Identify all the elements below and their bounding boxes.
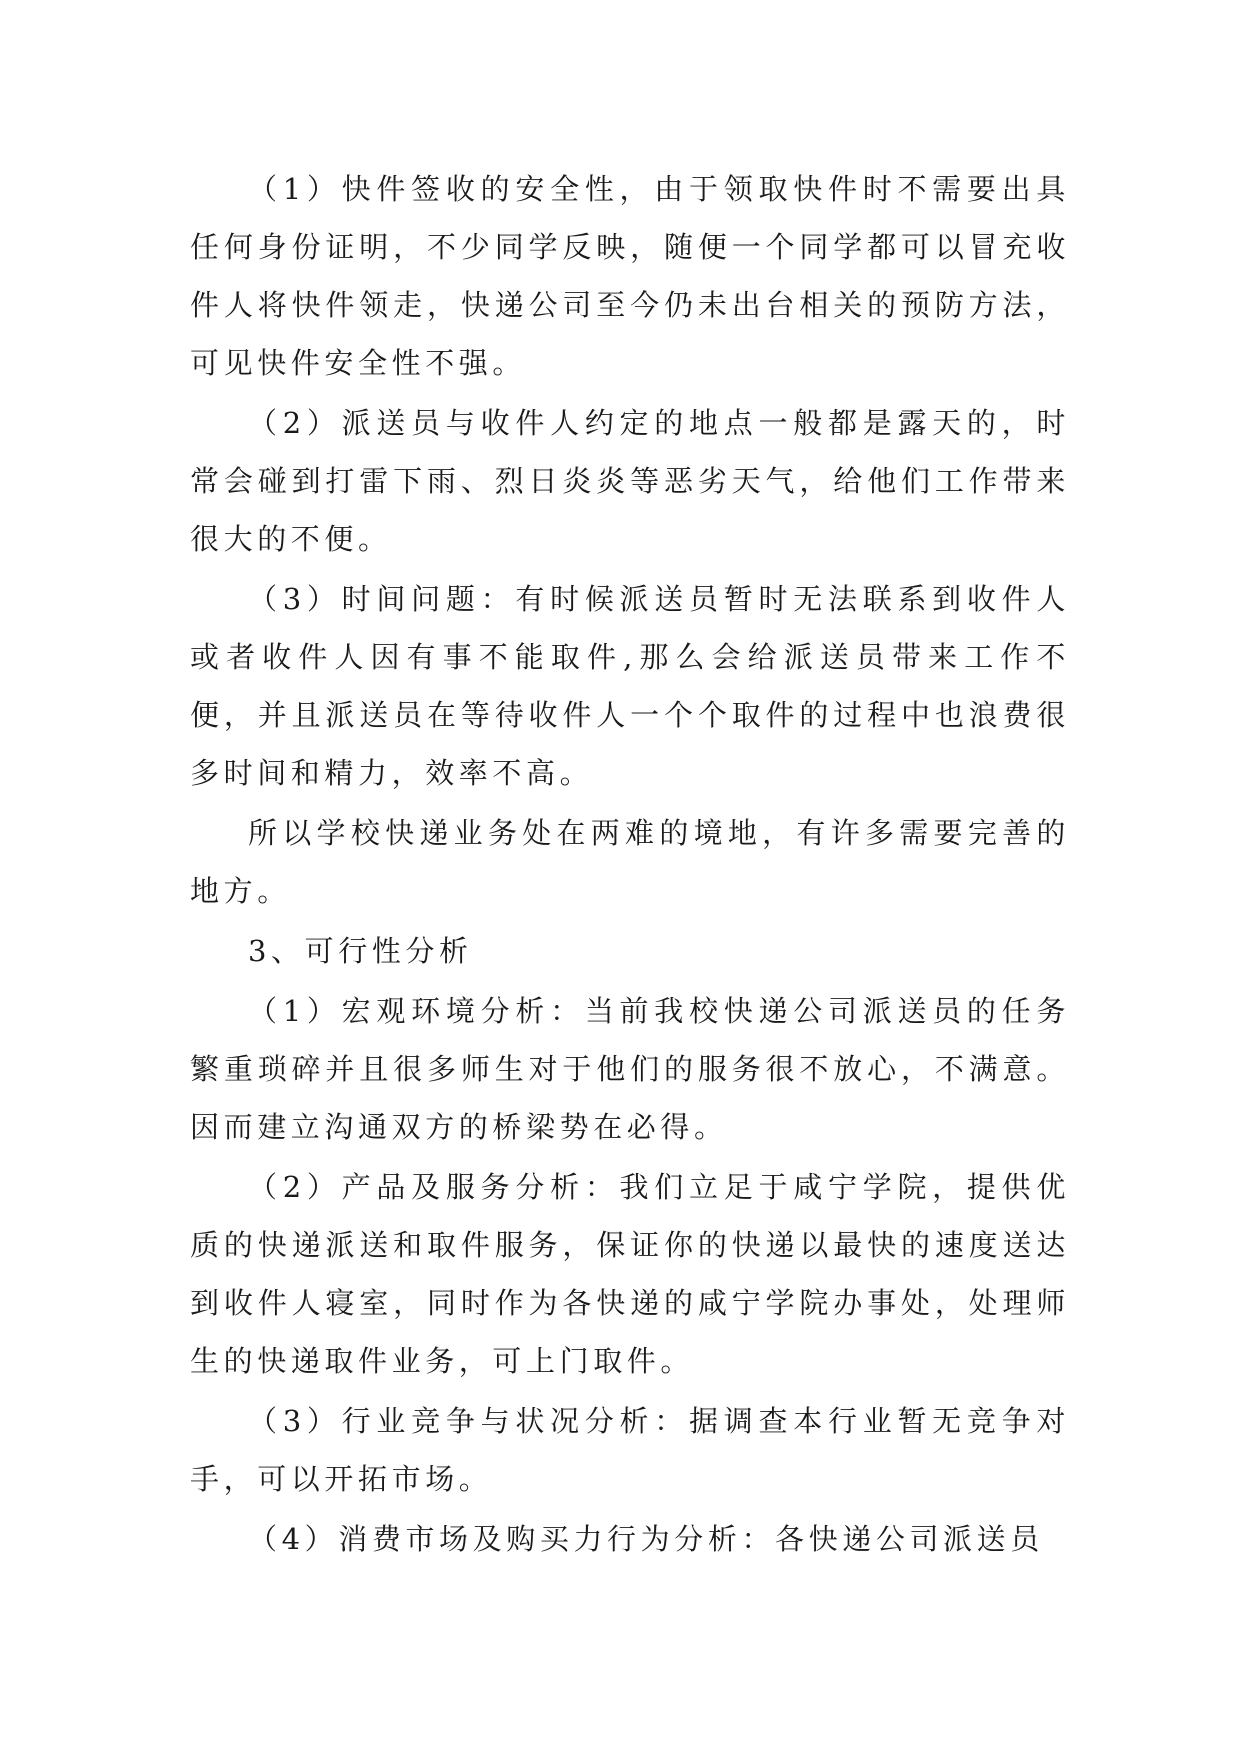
paragraph-delivery-location: （2）派送员与收件人约定的地点一般都是露天的，时常会碰到打雷下雨、烈日炎炎等恶劣天气，给他们工作带来很大的不便。 bbox=[190, 406, 1070, 556]
paragraph-macro-environment: （1）宏观环境分析：当前我校快递公司派送员的任务繁重琐碎并且很多师生对于他们的服务很不放心，不满意。因而建立沟通双方的桥梁势在必得。 bbox=[190, 994, 1070, 1144]
section-heading-feasibility: 3、可行性分析 bbox=[248, 934, 473, 968]
paragraph-time-issue: （3）时间问题：有时候派送员暂时无法联系到收件人或者收件人因有事不能取件,那么会给派送员带来工作不便，并且派送员在等待收件人一个个取件的过程中也浪费很多时间和精力，效率不高。 bbox=[190, 582, 1070, 790]
paragraph-product-service: （2）产品及服务分析：我们立足于咸宁学院，提供优质的快递派送和取件服务，保证你的快递以最快的速度送达到收件人寝室，同时作为各快递的咸宁学院办事处，处理师生的快递取件业务，可上门取件。 bbox=[190, 1170, 1070, 1378]
paragraph-signature-safety: （1）快件签收的安全性，由于领取快件时不需要出具任何身份证明，不少同学反映，随便一个同学都可以冒充收件人将快件领走，快递公司至今仍未出台相关的预防方法，可见快件安全性不强。 bbox=[190, 172, 1070, 380]
paragraph-consumer-market: （4）消费市场及购买力行为分析：各快递公司派送员 bbox=[248, 1522, 1044, 1556]
paragraph-competition: （3）行业竞争与状况分析：据调查本行业暂无竞争对手，可以开拓市场。 bbox=[190, 1404, 1070, 1496]
document-body bbox=[190, 160, 1070, 1570]
paragraph-summary: 所以学校快递业务处在两难的境地，有许多需要完善的地方。 bbox=[190, 816, 1070, 908]
